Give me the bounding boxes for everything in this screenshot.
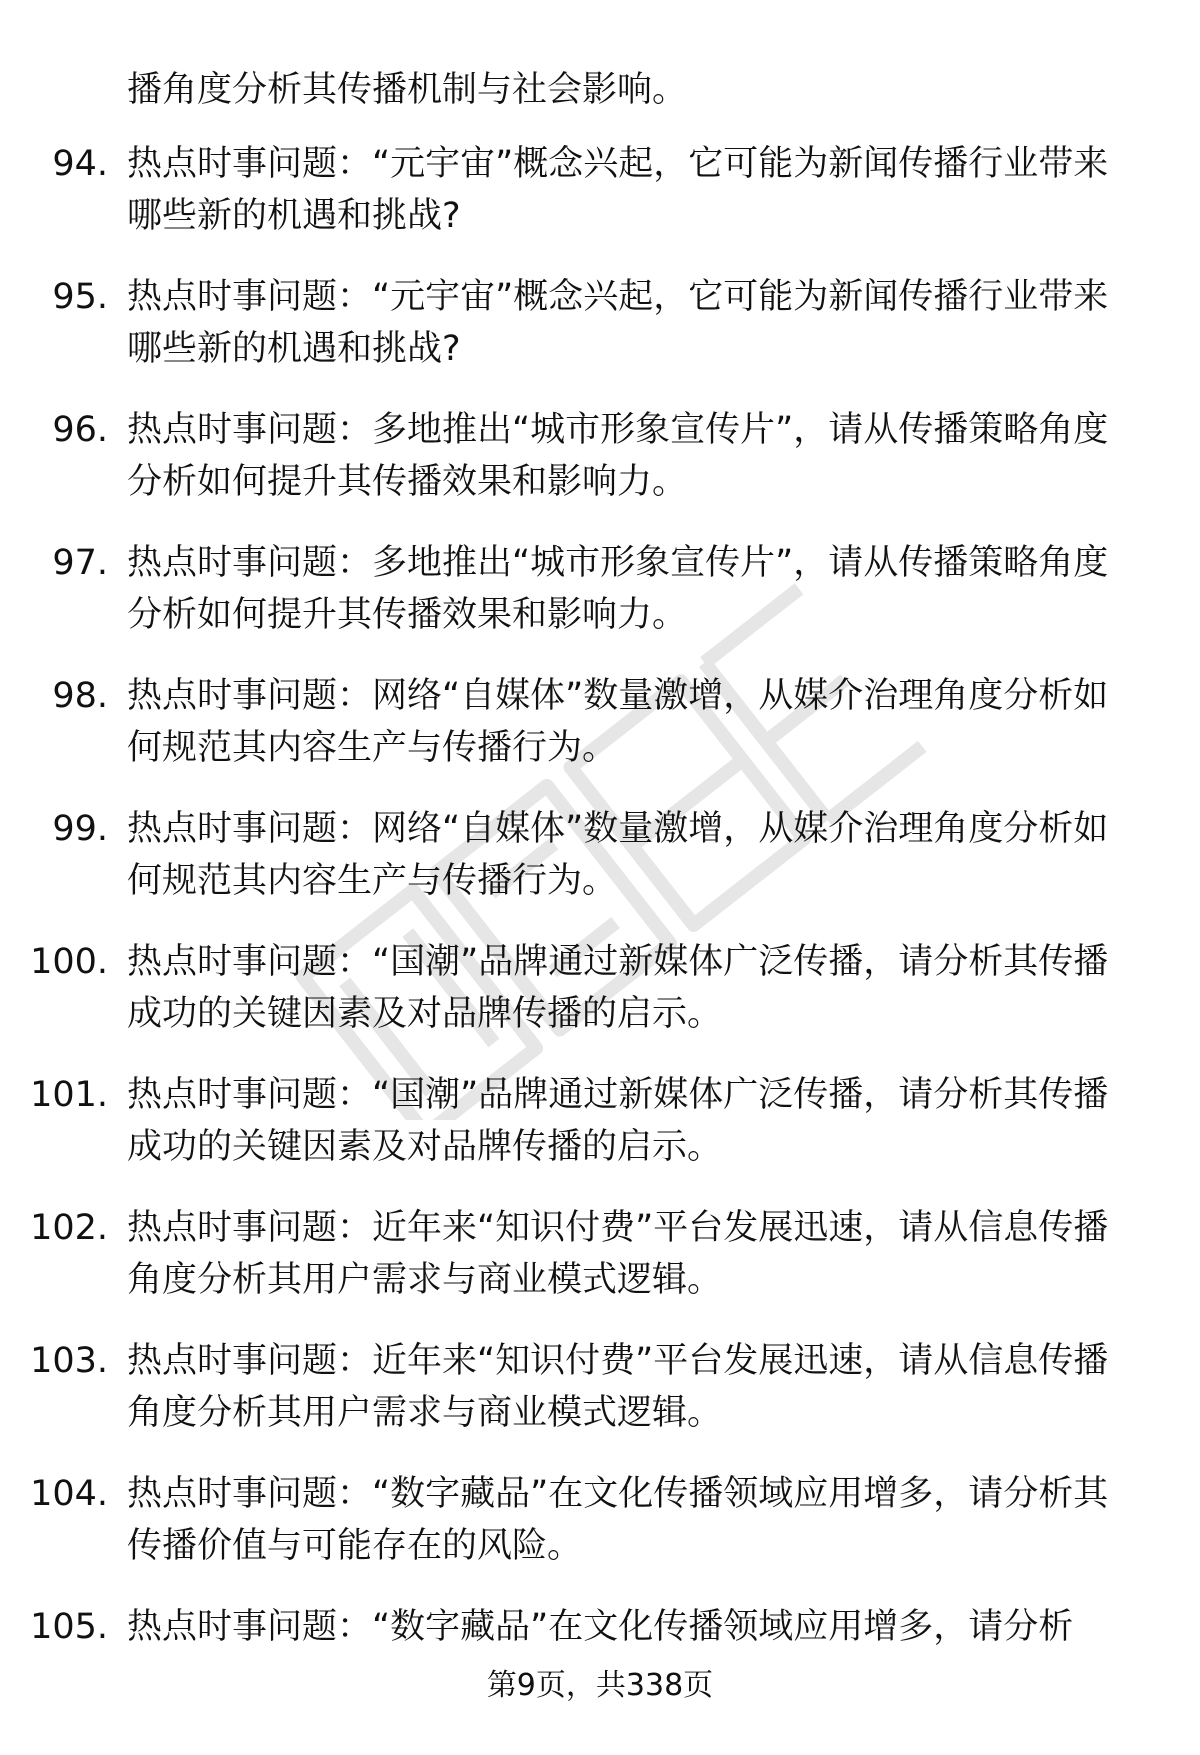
list-item bbox=[0, 1202, 1200, 1335]
item-number: 96. bbox=[52, 410, 108, 450]
list-item bbox=[0, 138, 1200, 271]
list-item bbox=[0, 1468, 1200, 1601]
item-text: 热点时事问题：“数字藏品”在文化传播领域应用增多，请分析 bbox=[127, 1607, 1074, 1647]
continuation-text: 播角度分析其传播机制与社会影响。 bbox=[127, 70, 688, 110]
item-text: 热点时事问题：近年来“知识付费”平台发展迅速，请从信息传播角度分析其用户需求与商业模式逻辑。 bbox=[127, 1208, 1109, 1300]
page-footer: 第9页，共338页 bbox=[486, 1668, 714, 1703]
item-text: 热点时事问题：“元宇宙”概念兴起，它可能为新闻传播行业带来哪些新的机遇和挑战? bbox=[127, 277, 1109, 369]
list-item bbox=[0, 271, 1200, 404]
item-text: 热点时事问题：“国潮”品牌通过新媒体广泛传播，请分析其传播成功的关键因素及对品牌传播的启示。 bbox=[127, 1075, 1109, 1167]
item-text: 热点时事问题：“元宇宙”概念兴起，它可能为新闻传播行业带来哪些新的机遇和挑战? bbox=[127, 144, 1109, 236]
item-number: 103. bbox=[30, 1341, 108, 1381]
item-number: 98. bbox=[52, 676, 108, 716]
item-text: 热点时事问题：网络“自媒体”数量激增，从媒介治理角度分析如何规范其内容生产与传播行为。 bbox=[127, 809, 1109, 901]
item-number: 95. bbox=[52, 277, 108, 317]
item-number: 105. bbox=[30, 1607, 108, 1647]
item-text: 热点时事问题：“数字藏品”在文化传播领域应用增多，请分析其传播价值与可能存在的风险。 bbox=[127, 1474, 1109, 1566]
item-number: 104. bbox=[30, 1474, 108, 1514]
list-item bbox=[0, 1069, 1200, 1202]
item-text: 热点时事问题：多地推出“城市形象宣传片”，请从传播策略角度分析如何提升其传播效果和影响力。 bbox=[127, 543, 1109, 635]
item-number: 97. bbox=[52, 543, 108, 583]
item-number: 94. bbox=[52, 144, 108, 184]
list-item bbox=[0, 670, 1200, 803]
item-text: 热点时事问题：“国潮”品牌通过新媒体广泛传播，请分析其传播成功的关键因素及对品牌传播的启示。 bbox=[127, 942, 1109, 1034]
item-number: 101. bbox=[30, 1075, 108, 1115]
item-number: 100. bbox=[30, 942, 108, 982]
item-number: 102. bbox=[30, 1208, 108, 1248]
item-number: 99. bbox=[52, 809, 108, 849]
item-text: 热点时事问题：多地推出“城市形象宣传片”，请从传播策略角度分析如何提升其传播效果和影响力。 bbox=[127, 410, 1109, 502]
list-item bbox=[0, 936, 1200, 1069]
list-item bbox=[0, 1335, 1200, 1468]
list-item bbox=[0, 803, 1200, 936]
item-text: 热点时事问题：网络“自媒体”数量激增，从媒介治理角度分析如何规范其内容生产与传播行为。 bbox=[127, 676, 1109, 768]
list-item bbox=[0, 404, 1200, 537]
question-list bbox=[0, 138, 1200, 1734]
list-item bbox=[0, 537, 1200, 670]
item-text: 热点时事问题：近年来“知识付费”平台发展迅速，请从信息传播角度分析其用户需求与商业模式逻辑。 bbox=[127, 1341, 1109, 1433]
